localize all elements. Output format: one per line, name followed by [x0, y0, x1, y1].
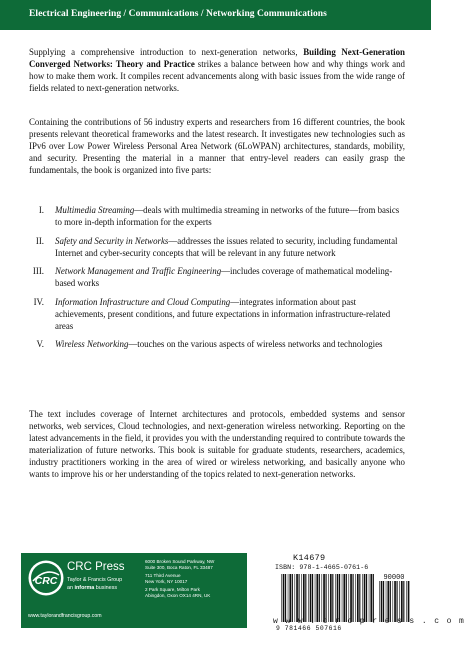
barcode-bar	[387, 581, 389, 622]
part-item	[29, 296, 405, 332]
part-title: Wireless Networking	[55, 339, 129, 350]
barcode-bar	[364, 574, 366, 622]
part-item	[29, 338, 405, 350]
barcode-bar	[337, 574, 339, 622]
barcode-bar	[339, 574, 340, 622]
part-title: Safety and Security in Networks	[55, 235, 169, 246]
address-new-york	[145, 573, 245, 584]
part-number: V.	[36, 339, 44, 350]
crc-logo-text: CRC	[34, 575, 58, 587]
barcode-bar	[303, 574, 305, 622]
book-title: Building Next-Generation Converged Networks: Theory and Practice	[29, 47, 405, 70]
publisher-block	[21, 553, 247, 628]
part-description: —integrates information about past achievements, present conditions, and future expectations in information infrastructure-related areas	[55, 296, 391, 331]
intro-paragraph	[29, 46, 405, 94]
part-item	[29, 204, 405, 228]
barcode-bar	[357, 574, 359, 622]
barcode-bar	[292, 574, 293, 622]
intro-lead: Supplying a comprehensive introduction to next-generation networks,	[29, 47, 304, 57]
barcode-bar	[366, 574, 367, 622]
barcode-bar	[332, 574, 333, 622]
part-description: —includes coverage of mathematical modeling-based works	[55, 266, 393, 289]
barcode-bar	[335, 574, 336, 622]
barcode-bar	[308, 574, 309, 622]
address-line: 711 Third Avenue	[145, 573, 181, 579]
category-label: Electrical Engineering / Communications / Networking Communications	[29, 9, 327, 19]
tagline-prefix: an	[67, 585, 75, 591]
barcode-bar	[323, 574, 325, 622]
part-description: —touches on the various aspects of wireless networks and technologies	[128, 339, 383, 350]
ean-barcode-bars	[281, 574, 374, 622]
barcode-bar	[370, 574, 372, 622]
price-code: 90000	[383, 574, 405, 582]
barcode-bar	[296, 574, 298, 622]
barcode-bar	[328, 574, 329, 622]
barcode-bar	[381, 581, 383, 622]
barcode-bar	[312, 574, 313, 622]
barcode-bar	[386, 581, 387, 622]
address-line: Suite 300, Boca Raton, FL 33487	[145, 564, 213, 570]
barcode-bar	[401, 581, 403, 622]
barcode-bar	[346, 574, 347, 622]
tagline-suffix: business	[94, 585, 118, 591]
barcode-bar	[406, 581, 407, 622]
barcode-bar	[316, 574, 318, 622]
barcode-bar	[288, 574, 289, 622]
crc-logo-icon	[27, 559, 65, 597]
barcode-bar	[299, 574, 300, 622]
barcode-bar	[289, 574, 291, 622]
barcode-bar	[369, 574, 370, 622]
address-line: New York, NY 10017	[145, 578, 188, 584]
barcode-bar	[315, 574, 316, 622]
publisher-tagline	[67, 585, 117, 591]
barcode-bar	[295, 574, 296, 622]
address-abingdon	[145, 587, 245, 598]
barcode-bar	[301, 574, 302, 622]
publisher-url: www.taylorandfrancisgroup.com	[28, 613, 102, 619]
barcode-bar	[353, 574, 354, 622]
barcode-bar	[285, 574, 286, 622]
publisher-name: CRC Press	[67, 561, 125, 573]
barcode-bar	[393, 581, 394, 622]
address-line: 6000 Broken Sound Parkway, NW	[145, 559, 215, 564]
barcode-bar	[310, 574, 312, 622]
barcode-bar	[362, 574, 363, 622]
part-title: Information Infrastructure and Cloud Computing	[55, 296, 231, 307]
barcode-bar	[390, 581, 391, 622]
crc-website: w w w . c r c p r e s s . c o m	[273, 617, 465, 626]
category-bar	[0, 0, 431, 30]
isbn-label: ISBN: 978-1-4665-0761-6	[275, 564, 369, 571]
barcode-bar	[355, 574, 356, 622]
price-barcode-bars	[379, 581, 409, 622]
barcode-bar	[281, 574, 282, 622]
informa-brand: informa	[74, 585, 95, 591]
barcode-bar	[359, 574, 360, 622]
ean-digits: 9 781466 507616	[276, 625, 342, 632]
part-description: —addresses the issues related to security, including fundamental Internet and cyber-security concepts that will be relevant in any future network	[55, 235, 398, 258]
barcode-bar	[373, 574, 374, 622]
barcode-bar	[330, 574, 332, 622]
barcode-bar	[394, 581, 396, 622]
part-number: II.	[35, 235, 44, 246]
barcode-bar	[403, 581, 404, 622]
part-description: —deals with multimedia streaming in networks of the future—from basics to more in-depth information for the experts	[55, 205, 400, 228]
barcode-bar	[342, 574, 343, 622]
barcode-bar	[343, 574, 345, 622]
barcode-bar	[397, 581, 398, 622]
barcode-bar	[399, 581, 400, 622]
barcode-bar	[349, 574, 350, 622]
barcode-bar	[322, 574, 323, 622]
part-number: IV.	[33, 296, 44, 307]
part-number: I.	[38, 205, 44, 215]
barcode-bar	[283, 574, 285, 622]
address-line: 2 Park Square, Milton Park	[145, 587, 200, 593]
part-number: III.	[32, 266, 44, 277]
barcode-bar	[319, 574, 320, 622]
address-boca-raton	[145, 559, 245, 570]
part-item	[29, 265, 405, 289]
barcode-bar	[350, 574, 352, 622]
address-line: Abingdon, Oxon OX14 4RN, UK	[145, 592, 211, 598]
part-title: Multimedia Streaming	[55, 205, 135, 215]
part-item	[29, 235, 405, 259]
publisher-addresses	[145, 559, 245, 602]
barcode-bar	[408, 581, 410, 622]
barcode-bar	[383, 581, 384, 622]
contributors-paragraph: Containing the contributions of 56 industry experts and researchers from 16 different countries, the book presents relevant theoretical frameworks and the latest research. It investigates new technologies such as IPv6 over Low Power Wireless Personal Area Network (6LoWPAN) architectures, standards, mobility, and security. Presenting the material in a manner that entry-level readers can easily grasp the fundamentals, the book is organized into five parts:	[29, 117, 405, 176]
barcode-bar	[326, 574, 327, 622]
barcode-bar	[379, 581, 380, 622]
closing-paragraph: The text includes coverage of Internet architectures and protocols, embedded systems and sensor networks, web services, Cloud technologies, and next-generation wireless networking. Reporting on the latest advancements in the field, it provides you with the understanding required to contribute towards the materialization of future networks. This book is suitable for graduate students, researchers, academics, industry practitioners working in the area of wired or wireless networking, and basically anyone who wants to improve his or her understanding of the topics related to next-generation networks.	[29, 409, 405, 480]
barcode-bar	[305, 574, 306, 622]
publisher-group: Taylor & Francis Group	[67, 577, 123, 583]
parts-list	[29, 204, 405, 357]
catalog-id: K14679	[293, 553, 326, 563]
part-title: Network Management and Traffic Engineering	[55, 266, 222, 277]
intro-rest: strikes a balance between how and why things work and how to make them work. It compiles recent advancements along with basic issues from the wide range of fields related to next-generation networks.	[29, 59, 405, 94]
